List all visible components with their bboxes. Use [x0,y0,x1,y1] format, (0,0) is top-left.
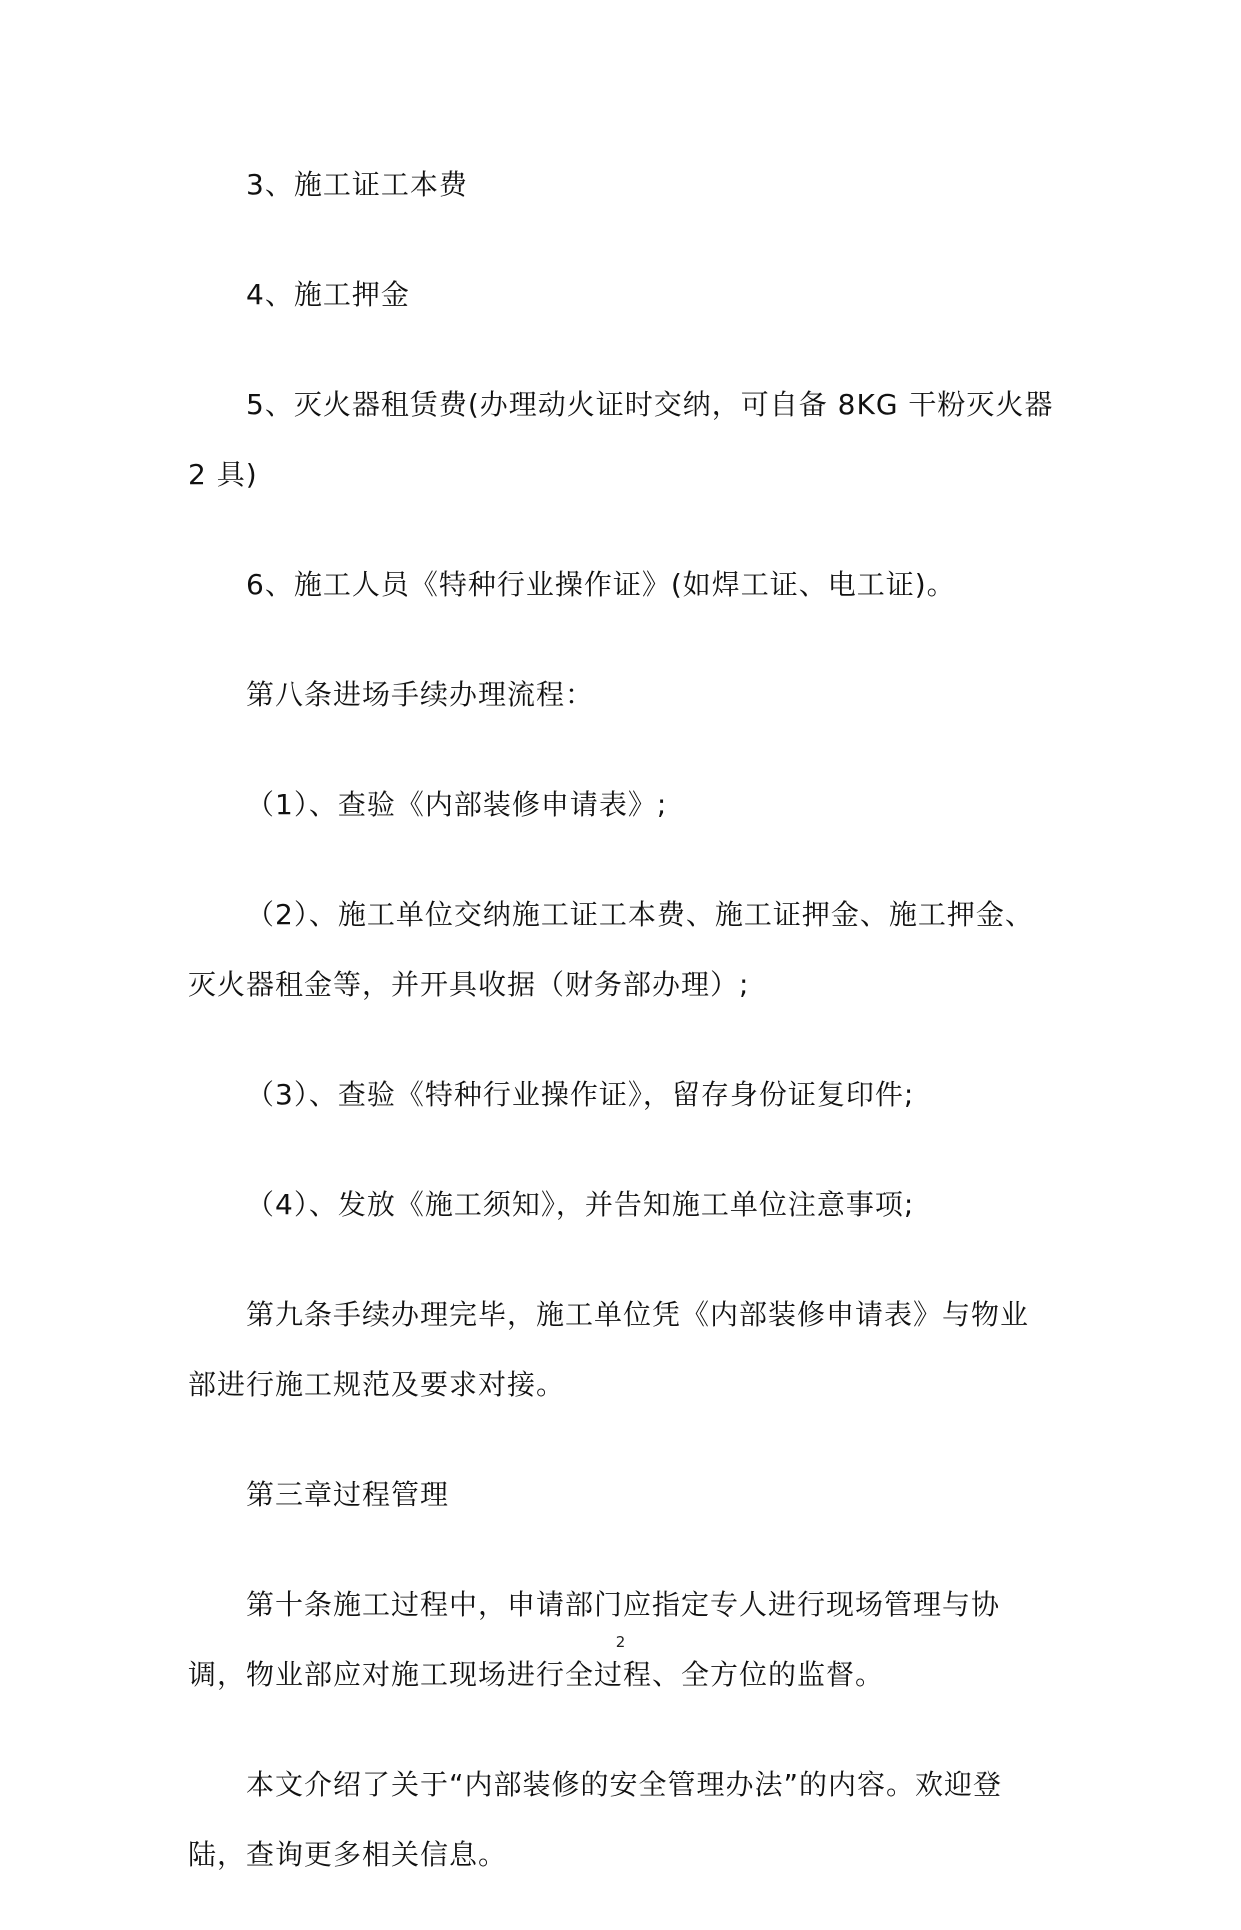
page-number: 2 [615,1633,626,1651]
paragraph-item-5-extinguisher-rent: 5、灭火器租赁费(办理动火证时交纳，可自备 8KG 干粉灭火器 2 具) [188,388,1054,491]
paragraph-step-2: （2）、施工单位交纳施工证工本费、施工证押金、施工押金、灭火器租金等，并开具收据（财务部办理）; [188,898,1034,1001]
chapter-3-title: 第三章过程管理 [246,1478,450,1511]
paragraph-item-3-fee: 3、施工证工本费 [246,168,468,201]
paragraph-article-10: 第十条施工过程中，申请部门应指定专人进行现场管理与协调，物业部应对施工现场进行全过程、全方位的监督。 [188,1588,1001,1691]
paragraph-step-1: （1）、查验《内部装修申请表》; [246,788,668,821]
paragraph-item-4-deposit: 4、施工押金 [246,278,410,311]
paragraph-article-8-title: 第八条进场手续办理流程： [246,678,595,711]
paragraph-step-4: （4）、发放《施工须知》，并告知施工单位注意事项; [246,1188,915,1221]
paragraph-step-3: （3）、查验《特种行业操作证》，留存身份证复印件; [246,1078,915,1111]
paragraph-summary: 本文介绍了关于“内部装修的安全管理办法”的内容。欢迎登陆，查询更多相关信息。 [188,1768,1003,1871]
paragraph-item-6-certificate: 6、施工人员《特种行业操作证》(如焊工证、电工证)。 [246,568,956,601]
document-body [188,150,1054,1930]
paragraph-article-9: 第九条手续办理完毕，施工单位凭《内部装修申请表》与物业部进行施工规范及要求对接。 [188,1298,1030,1401]
